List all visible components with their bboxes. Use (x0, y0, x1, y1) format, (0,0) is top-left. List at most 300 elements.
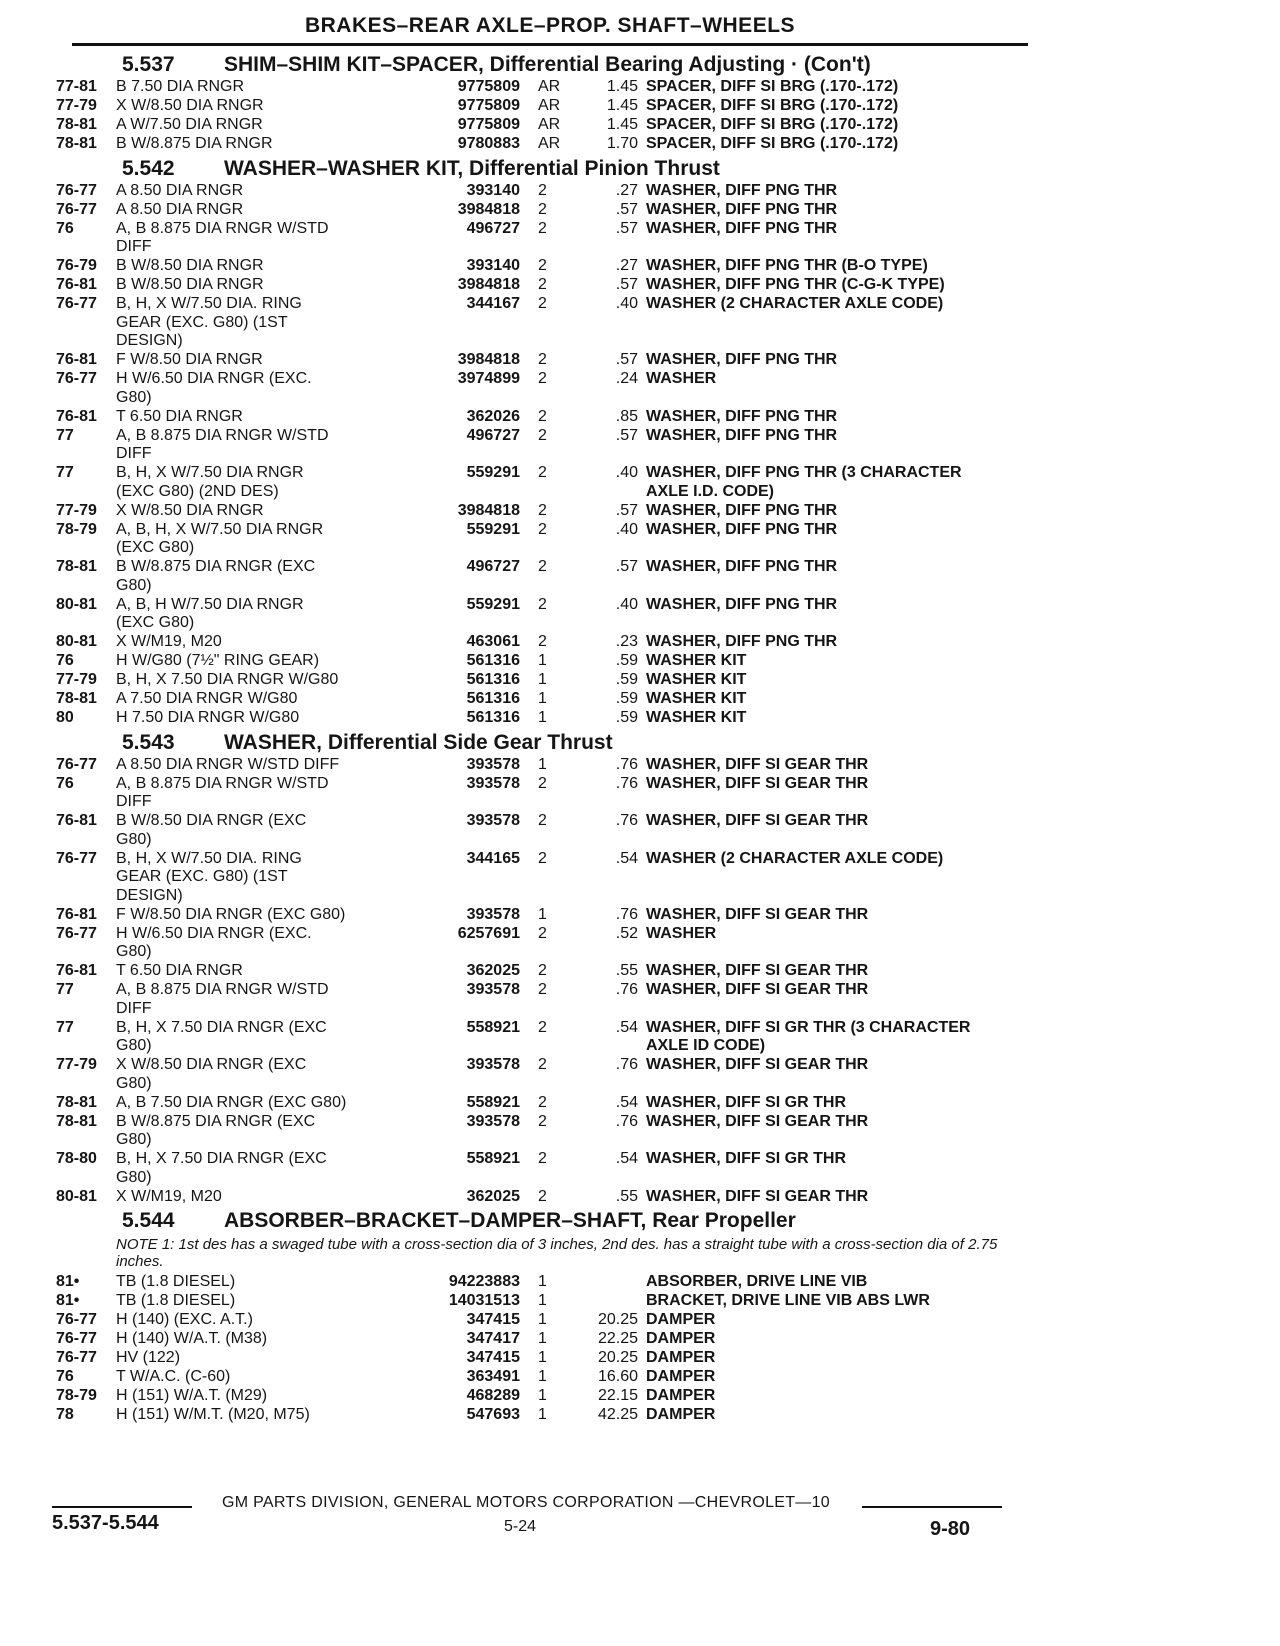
quantity: 1 (538, 905, 547, 923)
model-years: 80-81 (56, 1187, 97, 1205)
part-number: 558921 (466, 1018, 520, 1036)
part-row (56, 596, 1032, 633)
model-years: 77-79 (56, 501, 97, 519)
quantity: 2 (538, 520, 547, 538)
part-number: 561316 (466, 652, 520, 669)
part-name: WASHER, DIFF SI GEAR THR (646, 812, 869, 829)
application-description: B W/8.875 DIA RNGR (EXC G80) (116, 558, 316, 594)
model-years: 76-81 (56, 407, 97, 425)
part-number: 347415 (466, 1311, 520, 1328)
part-name: WASHER, DIFF SI GR THR (646, 1150, 846, 1167)
application-description: B, H, X 7.50 DIA RNGR W/G80 (116, 671, 339, 688)
section-heading (56, 729, 1032, 756)
quantity: 2 (538, 1150, 547, 1167)
application-description: A 8.50 DIA RNGR W/STD DIFF (116, 755, 340, 773)
part-name: SPACER, DIFF SI BRG (.170-.172) (646, 135, 899, 152)
part-number: 94223883 (448, 1273, 520, 1290)
quantity: 1 (538, 1349, 547, 1366)
quantity: 2 (538, 257, 547, 274)
part-number: 561316 (466, 671, 520, 688)
section-heading (56, 51, 1032, 78)
price: .54 (615, 1093, 638, 1111)
part-name: WASHER, DIFF SI GEAR THR (646, 774, 869, 792)
footer-page-number: 5-24 (503, 1518, 537, 1535)
part-number: 559291 (466, 464, 520, 481)
quantity: 2 (538, 464, 547, 481)
part-number: 496727 (466, 219, 520, 237)
quantity: 1 (538, 755, 547, 773)
model-years: 80-81 (56, 633, 97, 650)
price: .24 (615, 370, 638, 387)
application-description: A, B 8.875 DIA RNGR W/STD DIFF (116, 774, 329, 810)
price: .55 (615, 1187, 638, 1205)
model-years: 77 (56, 426, 74, 444)
quantity: AR (538, 97, 561, 114)
footer-date: 9-80 (930, 1518, 971, 1540)
price: .55 (615, 962, 638, 979)
application-description: A, B 8.875 DIA RNGR W/STD DIFF (116, 426, 329, 462)
price: .57 (615, 501, 638, 519)
part-row (56, 427, 1032, 464)
part-number: 393578 (466, 1056, 520, 1073)
application-description: A 8.50 DIA RNGR (116, 200, 244, 218)
quantity: 1 (538, 1330, 547, 1347)
part-row (56, 201, 1032, 220)
part-row (56, 1406, 1032, 1425)
quantity: 1 (538, 652, 547, 669)
price: .57 (615, 351, 638, 368)
part-name: WASHER, DIFF SI GEAR THR (646, 1187, 869, 1205)
part-number: 559291 (466, 595, 520, 613)
price: .57 (615, 276, 638, 293)
model-years: 77-79 (56, 97, 97, 114)
model-years: 78-81 (56, 1093, 97, 1111)
price: .76 (615, 1056, 638, 1073)
part-row (56, 671, 1032, 690)
price: .85 (615, 407, 638, 425)
section-heading (56, 155, 1032, 182)
part-row (56, 78, 1032, 97)
part-row (56, 906, 1032, 925)
quantity: 2 (538, 595, 547, 613)
price: .57 (615, 426, 638, 444)
model-years: 76-77 (56, 181, 97, 199)
part-name: WASHER, DIFF SI GEAR THR (646, 981, 869, 998)
part-name: SPACER, DIFF SI BRG (.170-.172) (646, 78, 899, 95)
section-number: 5.537 (122, 53, 175, 76)
quantity: 2 (538, 219, 547, 237)
part-row (56, 370, 1032, 407)
model-years: 78-80 (56, 1150, 97, 1167)
part-number: 362025 (466, 1187, 520, 1205)
part-name: WASHER, DIFF SI GEAR THR (646, 1056, 869, 1073)
part-name: WASHER, DIFF PNG THR (646, 501, 838, 519)
quantity: AR (538, 116, 561, 133)
section-number: 5.544 (122, 1209, 175, 1232)
part-row (56, 1349, 1032, 1368)
part-name: WASHER, DIFF PNG THR (646, 558, 838, 575)
application-description: H (140) W/A.T. (M38) (116, 1330, 268, 1347)
price: .76 (615, 981, 638, 998)
application-description: T 6.50 DIA RNGR (116, 407, 243, 425)
application-description: B, H, X W/7.50 DIA RNGR (EXC G80) (2ND DES) (116, 464, 304, 500)
part-number: 3984818 (457, 501, 520, 519)
price: 1.45 (606, 116, 638, 133)
part-name: WASHER KIT (646, 652, 747, 669)
quantity: 1 (538, 1311, 547, 1328)
application-description: X W/8.50 DIA RNGR (116, 501, 264, 519)
application-description: HV (122) (116, 1349, 181, 1366)
part-row (56, 925, 1032, 962)
part-name: WASHER, DIFF PNG THR (646, 633, 838, 650)
quantity: 2 (538, 849, 547, 867)
part-number: 561316 (466, 709, 520, 726)
part-number: 363491 (466, 1368, 520, 1385)
model-years: 76-77 (56, 1330, 97, 1347)
part-number: 393578 (466, 755, 520, 773)
price: .40 (615, 295, 638, 312)
quantity: 2 (538, 924, 547, 942)
page-header: BRAKES–REAR AXLE–PROP. SHAFT–WHEELS (72, 14, 1028, 46)
part-name: SPACER, DIFF SI BRG (.170-.172) (646, 97, 899, 114)
application-description: H W/6.50 DIA RNGR (EXC. G80) (116, 370, 312, 406)
price: .76 (615, 812, 638, 829)
part-row (56, 464, 1032, 501)
part-row (56, 351, 1032, 370)
model-years: 76 (56, 219, 74, 237)
quantity: 1 (538, 1292, 547, 1309)
price: .57 (615, 219, 638, 237)
quantity: 2 (538, 1056, 547, 1073)
part-number: 393578 (466, 981, 520, 998)
part-row (56, 709, 1032, 728)
application-description: F W/8.50 DIA RNGR (EXC G80) (116, 905, 346, 923)
part-number: 362026 (466, 407, 520, 425)
part-number: 3974899 (457, 370, 520, 387)
quantity: 1 (538, 1273, 547, 1290)
section-number: 5.542 (122, 156, 175, 180)
application-description: TB (1.8 DIESEL) (116, 1273, 236, 1290)
part-number: 9780883 (457, 135, 520, 152)
application-description: B, H, X 7.50 DIA RNGR (EXC G80) (116, 1018, 327, 1054)
price: .40 (615, 595, 638, 613)
model-years: 77 (56, 464, 74, 481)
part-row (56, 502, 1032, 521)
footer-publisher: GM PARTS DIVISION, GENERAL MOTORS CORPORATION —CHEVROLET—10 (221, 1494, 831, 1511)
quantity: 1 (538, 1406, 547, 1423)
part-number: 347415 (466, 1349, 520, 1366)
part-name: WASHER, DIFF PNG THR (646, 351, 838, 368)
quantity: 1 (538, 709, 547, 726)
quantity: 2 (538, 501, 547, 519)
application-description: A, B 8.875 DIA RNGR W/STD DIFF (116, 981, 329, 1017)
part-name: DAMPER (646, 1368, 716, 1385)
part-name: WASHER (646, 924, 717, 942)
model-years: 78-81 (56, 116, 97, 133)
application-description: H (140) (EXC. A.T.) (116, 1311, 253, 1328)
part-row (56, 116, 1032, 135)
model-years: 76-77 (56, 200, 97, 218)
model-years: 77-79 (56, 671, 97, 688)
quantity: 2 (538, 1112, 547, 1130)
part-number: 6257691 (457, 924, 520, 942)
section-title: WASHER, Differential Side Gear Thrust (224, 730, 613, 754)
part-name: WASHER KIT (646, 671, 747, 688)
quantity: 2 (538, 276, 547, 293)
model-years: 76-81 (56, 351, 97, 368)
model-years: 80-81 (56, 595, 97, 613)
part-number: 393140 (466, 181, 520, 199)
part-name: ABSORBER, DRIVE LINE VIB (646, 1273, 868, 1290)
part-name: WASHER, DIFF SI GEAR THR (646, 962, 869, 979)
part-number: 3984818 (457, 276, 520, 293)
part-row (56, 220, 1032, 257)
part-number: 393140 (466, 257, 520, 274)
footer-section-range: 5.537-5.544 (52, 1512, 159, 1534)
part-row (56, 1368, 1032, 1387)
price: 20.25 (597, 1349, 638, 1366)
part-number: 558921 (466, 1150, 520, 1167)
quantity: AR (538, 78, 561, 95)
part-row (56, 1056, 1032, 1093)
application-description: B W/8.50 DIA RNGR (116, 257, 264, 274)
price: .76 (615, 755, 638, 773)
price: .54 (615, 1018, 638, 1036)
model-years: 76 (56, 652, 74, 669)
model-years: 76-77 (56, 295, 97, 312)
model-years: 78-81 (56, 1112, 97, 1130)
price: .59 (615, 652, 638, 669)
price: 1.70 (606, 135, 638, 152)
price: .27 (615, 181, 638, 199)
part-number: 559291 (466, 520, 520, 538)
part-number: 393578 (466, 812, 520, 829)
application-description: B W/8.50 DIA RNGR (EXC G80) (116, 812, 307, 848)
price: .59 (615, 671, 638, 688)
model-years: 77 (56, 981, 74, 998)
part-row (56, 97, 1032, 116)
price: .40 (615, 520, 638, 538)
section-title: ABSORBER–BRACKET–DAMPER–SHAFT, Rear Propeller (224, 1209, 796, 1232)
model-years: 78-81 (56, 558, 97, 575)
quantity: 2 (538, 351, 547, 368)
model-years: 77-79 (56, 1056, 97, 1073)
application-description: T W/A.C. (C-60) (116, 1368, 231, 1385)
model-years: 78-81 (56, 690, 97, 707)
part-name: WASHER, DIFF PNG THR (646, 200, 838, 218)
quantity: 2 (538, 812, 547, 829)
model-years: 76-81 (56, 276, 97, 293)
part-name: WASHER, DIFF SI GEAR THR (646, 1112, 869, 1130)
part-row (56, 408, 1032, 427)
quantity: 2 (538, 1093, 547, 1111)
application-description: B, H, X 7.50 DIA RNGR (EXC G80) (116, 1150, 327, 1186)
model-years: 80 (56, 709, 74, 726)
part-row (56, 756, 1032, 775)
part-row (56, 690, 1032, 709)
part-name: WASHER, DIFF PNG THR (646, 219, 838, 237)
part-number: 3984818 (457, 200, 520, 218)
application-description: H W/6.50 DIA RNGR (EXC. G80) (116, 924, 312, 960)
application-description: B, H, X W/7.50 DIA. RING GEAR (EXC. G80) (1ST DESIGN) (116, 295, 302, 349)
model-years: 78-79 (56, 1387, 97, 1404)
part-row (56, 1387, 1032, 1406)
quantity: 1 (538, 690, 547, 707)
part-name: DAMPER (646, 1349, 716, 1366)
part-number: 362025 (466, 962, 520, 979)
application-description: A, B 7.50 DIA RNGR (EXC G80) (116, 1093, 347, 1111)
application-description: A 7.50 DIA RNGR W/G80 (116, 690, 298, 707)
part-row (56, 652, 1032, 671)
section-title: SHIM–SHIM KIT–SPACER, Differential Bearing Adjusting · (Con't) (224, 53, 871, 76)
part-name: WASHER, DIFF SI GR THR (646, 1093, 846, 1111)
application-description: T 6.50 DIA RNGR (116, 962, 243, 979)
part-number: 344167 (466, 295, 520, 312)
price: 16.60 (597, 1368, 638, 1385)
application-description: B W/8.875 DIA RNGR (116, 135, 273, 152)
part-row (56, 276, 1032, 295)
model-years: 76-77 (56, 1349, 97, 1366)
part-row (56, 775, 1032, 812)
part-number: 393578 (466, 774, 520, 792)
part-row (56, 1019, 1032, 1056)
part-number: 468289 (466, 1387, 520, 1404)
quantity: 2 (538, 426, 547, 444)
model-years: 78-81 (56, 135, 97, 152)
part-name: WASHER, DIFF PNG THR (646, 520, 838, 538)
price: .40 (615, 464, 638, 481)
model-years: 76-77 (56, 370, 97, 387)
price: .59 (615, 690, 638, 707)
part-name: WASHER, DIFF PNG THR (646, 595, 838, 613)
price: 1.45 (606, 97, 638, 114)
part-row (56, 1292, 1032, 1311)
quantity: 1 (538, 671, 547, 688)
part-row (56, 135, 1032, 154)
price: .27 (615, 257, 638, 274)
model-years: 78 (56, 1406, 74, 1423)
part-row (56, 558, 1032, 595)
price: .57 (615, 558, 638, 575)
quantity: 2 (538, 181, 547, 199)
part-row (56, 962, 1032, 981)
footer-rule-right (862, 1506, 1002, 1508)
section-number: 5.543 (122, 730, 175, 754)
part-row (56, 1150, 1032, 1187)
quantity: 2 (538, 962, 547, 979)
part-row (56, 812, 1032, 849)
application-description: B W/8.50 DIA RNGR (116, 276, 264, 293)
part-number: 347417 (466, 1330, 520, 1347)
application-description: A, B, H, X W/7.50 DIA RNGR (EXC G80) (116, 520, 324, 556)
part-row (56, 1094, 1032, 1113)
part-name: WASHER, DIFF PNG THR (646, 407, 838, 425)
application-description: A 8.50 DIA RNGR (116, 181, 244, 199)
part-name: WASHER, DIFF PNG THR (3 CHARACTER AXLE I.D. CODE) (646, 464, 962, 500)
part-row (56, 521, 1032, 558)
part-name: BRACKET, DRIVE LINE VIB ABS LWR (646, 1292, 930, 1309)
part-number: 547693 (466, 1406, 520, 1423)
footer-rule-left (52, 1506, 192, 1508)
parts-listing (56, 50, 1032, 1425)
part-name: WASHER, DIFF SI GEAR THR (646, 905, 869, 923)
application-description: A, B, H W/7.50 DIA RNGR (EXC G80) (116, 595, 304, 631)
application-description: H (151) W/M.T. (M20, M75) (116, 1406, 310, 1423)
part-number: 561316 (466, 690, 520, 707)
price: 22.25 (597, 1330, 638, 1347)
section-title: WASHER–WASHER KIT, Differential Pinion Thrust (224, 156, 720, 180)
price: .76 (615, 1112, 638, 1130)
quantity: 2 (538, 1187, 547, 1205)
quantity: 2 (538, 558, 547, 575)
model-years: 81• (56, 1292, 80, 1309)
model-years: 81• (56, 1273, 80, 1290)
part-number: 393578 (466, 1112, 520, 1130)
quantity: 1 (538, 1387, 547, 1404)
part-name: WASHER (2 CHARACTER AXLE CODE) (646, 295, 944, 312)
price: .57 (615, 200, 638, 218)
application-description: B 7.50 DIA RNGR (116, 78, 245, 95)
part-number: 3984818 (457, 351, 520, 368)
part-number: 344165 (466, 849, 520, 867)
price: .76 (615, 774, 638, 792)
model-years: 77 (56, 1018, 74, 1036)
part-name: WASHER (2 CHARACTER AXLE CODE) (646, 849, 944, 867)
model-years: 76-81 (56, 812, 97, 829)
model-years: 76 (56, 1368, 74, 1385)
quantity: AR (538, 135, 561, 152)
part-name: WASHER KIT (646, 709, 747, 726)
application-description: X W/8.50 DIA RNGR (116, 97, 264, 114)
part-number: 9775809 (457, 78, 520, 95)
part-row (56, 633, 1032, 652)
part-row (56, 295, 1032, 351)
application-description: B W/8.875 DIA RNGR (EXC G80) (116, 1112, 316, 1148)
application-description: H 7.50 DIA RNGR W/G80 (116, 709, 300, 726)
application-description: F W/8.50 DIA RNGR (116, 351, 263, 368)
quantity: 2 (538, 774, 547, 792)
quantity: 2 (538, 295, 547, 312)
part-name: WASHER KIT (646, 690, 747, 707)
model-years: 76-77 (56, 755, 97, 773)
model-years: 78-79 (56, 520, 97, 538)
application-description: X W/M19, M20 (116, 1187, 222, 1205)
part-number: 9775809 (457, 97, 520, 114)
part-row (56, 1113, 1032, 1150)
price: .52 (615, 924, 638, 942)
part-row (56, 1188, 1032, 1207)
part-row (56, 850, 1032, 906)
part-name: WASHER, DIFF PNG THR (C-G-K TYPE) (646, 276, 945, 293)
part-number: 393578 (466, 905, 520, 923)
price: .54 (615, 1150, 638, 1167)
part-name: DAMPER (646, 1406, 716, 1423)
quantity: 2 (538, 1018, 547, 1036)
quantity: 2 (538, 200, 547, 218)
part-number: 496727 (466, 426, 520, 444)
application-description: A, B 8.875 DIA RNGR W/STD DIFF (116, 219, 329, 255)
part-name: SPACER, DIFF SI BRG (.170-.172) (646, 116, 899, 133)
section-note: NOTE 1: 1st des has a swaged tube with a cross-section dia of 3 inches, 2nd des. has a straight tube with a cross-section dia of 2.75 inches. (116, 1236, 998, 1270)
part-row (56, 1311, 1032, 1330)
price: .23 (615, 633, 638, 650)
part-name: DAMPER (646, 1387, 716, 1404)
price: 1.45 (606, 78, 638, 95)
model-years: 76-77 (56, 849, 97, 867)
price: .59 (615, 709, 638, 726)
price: .54 (615, 849, 638, 867)
price: 42.25 (597, 1406, 638, 1423)
